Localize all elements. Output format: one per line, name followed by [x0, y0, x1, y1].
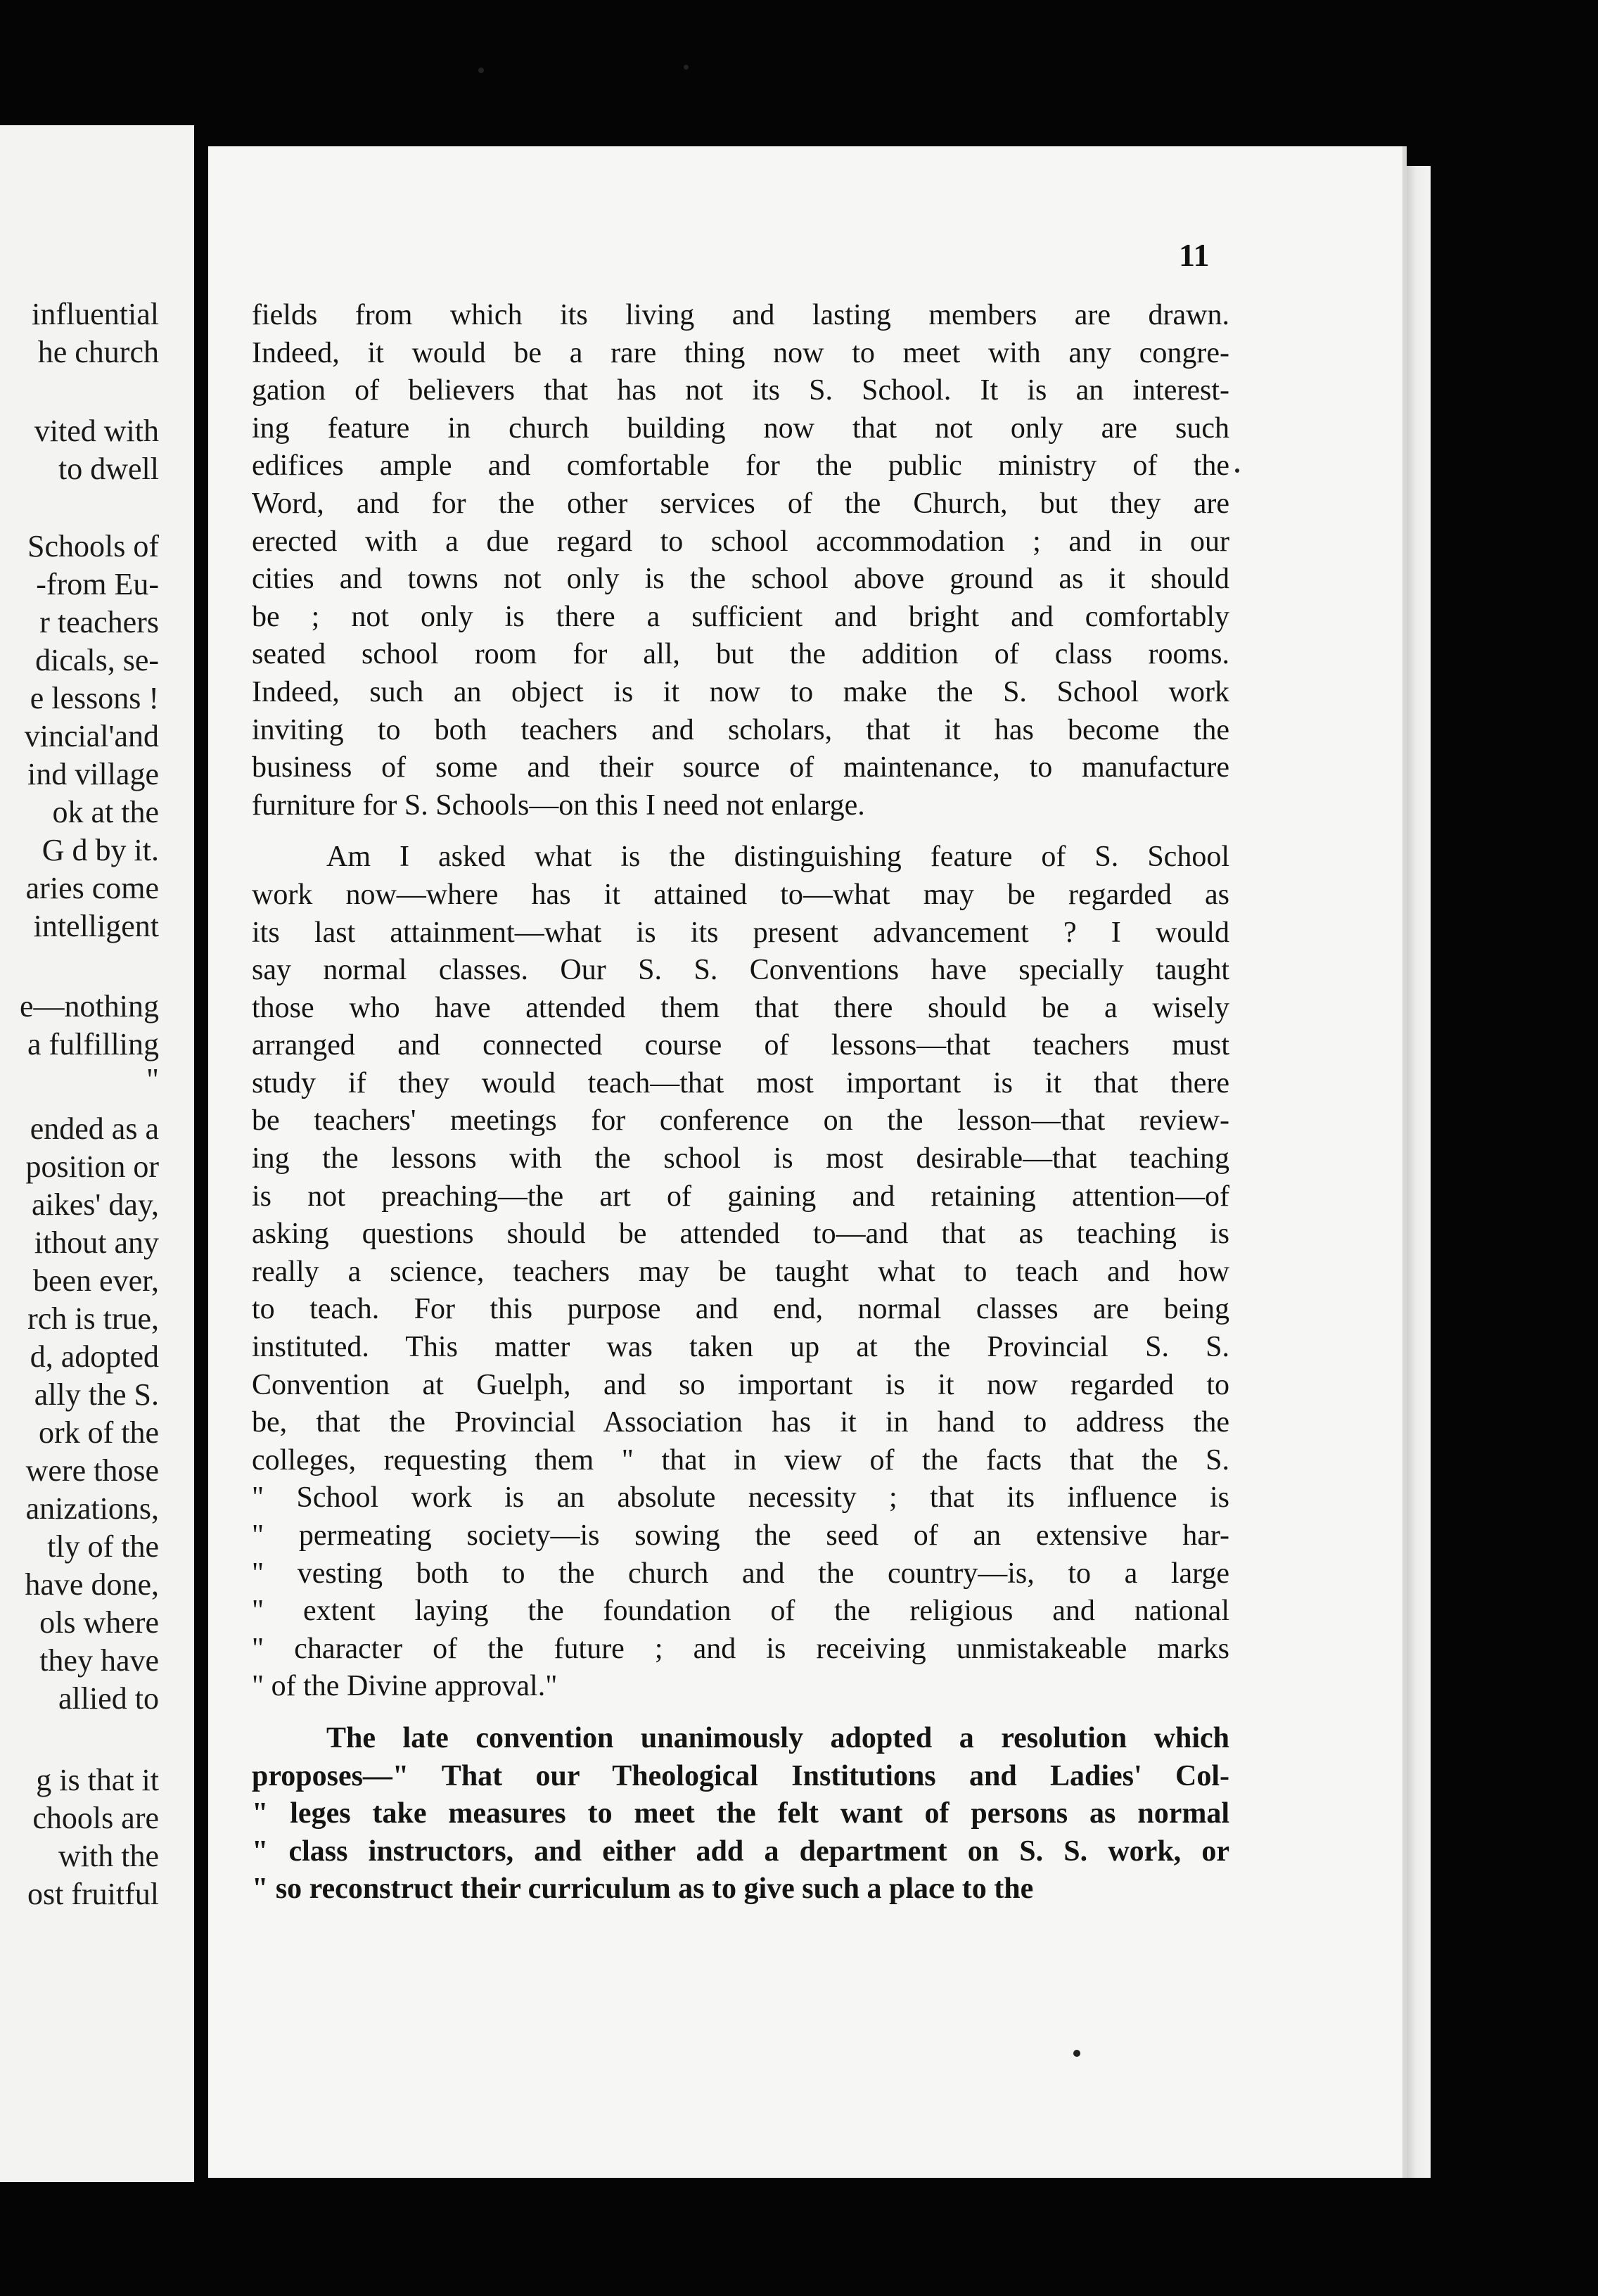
text-line: ing feature in church building now that not only are such	[252, 412, 1229, 445]
left-page-line: ok at the	[52, 795, 159, 829]
paragraph	[252, 1720, 1229, 1908]
text-line: " leges take measures to meet the felt want of persons as normal	[252, 1797, 1229, 1830]
text-line: gation of believers that has not its S. School. It is an interest-	[252, 374, 1229, 407]
left-page-line: tly of the	[47, 1529, 159, 1564]
text-line: those who have attended them that there should be a wisely	[252, 991, 1229, 1024]
text-line: Indeed, such an object is it now to make the S. School work	[252, 675, 1229, 708]
text-line: proposes—" That our Theological Institutions and Ladies' Col-	[252, 1759, 1229, 1792]
text-line: asking questions should be attended to—and that as teaching is	[252, 1218, 1229, 1251]
text-line: cities and towns not only is the school above ground as it should	[252, 563, 1229, 596]
left-page-line: chools are	[32, 1801, 159, 1835]
text-line: furniture for S. Schools—on this I need not enlarge.	[252, 789, 865, 822]
left-page-line: d, adopted	[30, 1339, 159, 1374]
text-line: " so reconstruct their curriculum as to give such a place to the	[252, 1873, 1034, 1906]
speck-mark	[1073, 2050, 1080, 2057]
left-page-line: anizations,	[25, 1491, 159, 1526]
text-line: its last attainment—what is its present advancement ? I would	[252, 916, 1229, 949]
paragraph-gap	[252, 824, 1229, 838]
paragraph	[252, 297, 1229, 824]
text-line: Convention at Guelph, and so important is it now regarded to	[252, 1368, 1229, 1401]
left-page-line: were those	[25, 1453, 159, 1488]
paragraph-gap	[252, 1706, 1229, 1720]
left-page-line: allied to	[58, 1681, 159, 1716]
left-page-line: ally the S.	[34, 1377, 159, 1412]
page-edge	[1407, 166, 1431, 2178]
left-page-line: dicals, se-	[35, 643, 159, 677]
left-page-line: he church	[37, 335, 159, 369]
left-page-line: ended as a	[30, 1111, 159, 1146]
text-line: business of some and their source of maintenance, to manufacture	[252, 751, 1229, 784]
text-line: study if they would teach—that most important is it that there	[252, 1066, 1229, 1099]
text-line: edifices ample and comfortable for the public ministry of the	[252, 449, 1229, 483]
text-line: " class instructors, and either add a department on S. S. work, or	[252, 1835, 1229, 1868]
left-page-line: aikes' day,	[31, 1187, 159, 1222]
text-line: say normal classes. Our S. S. Conventions have specially taught	[252, 954, 1229, 987]
text-line: " extent laying the foundation of the religious and national	[252, 1595, 1229, 1628]
left-page-line: rch is true,	[27, 1301, 159, 1336]
left-page-line: ost fruitful	[27, 1877, 159, 1911]
text-line: ing the lessons with the school is most desirable—that teaching	[252, 1142, 1229, 1175]
body-text	[252, 297, 1229, 1908]
text-line: The late convention unanimously adopted a resolution which	[326, 1721, 1229, 1754]
left-page-line: ols where	[39, 1605, 159, 1640]
text-line: Word, and for the other services of the Church, but they are	[252, 487, 1229, 520]
text-line: instituted. This matter was taken up at the Provincial S. S.	[252, 1331, 1229, 1364]
left-page-line: "	[146, 1062, 159, 1097]
left-page-line: vited with	[34, 414, 159, 448]
left-page-line: they have	[39, 1643, 159, 1678]
left-page-line: a fulfilling	[27, 1027, 159, 1061]
left-page-line: ind village	[27, 757, 159, 791]
left-page-line: -from Eu-	[36, 567, 159, 601]
left-page-line: ork of the	[38, 1415, 159, 1450]
text-line: erected with a due regard to school accommodation ; and in our	[252, 525, 1229, 558]
left-page-line: been ever,	[32, 1263, 159, 1298]
paragraph	[252, 838, 1229, 1706]
text-line: " of the Divine approval."	[252, 1670, 558, 1703]
text-line: " vesting both to the church and the country—is, to a large	[252, 1557, 1229, 1590]
left-page-line: ithout any	[34, 1225, 159, 1260]
left-page-line: G d by it.	[41, 833, 159, 867]
speck-mark	[684, 65, 689, 70]
left-page-line: to dwell	[58, 452, 159, 486]
text-line: arranged and connected course of lessons—that teachers must	[252, 1029, 1229, 1062]
text-line: work now—where has it attained to—what may be regarded as	[252, 878, 1229, 911]
left-page-line: g is that it	[36, 1763, 159, 1797]
left-page-line: r teachers	[39, 605, 159, 639]
left-page-line: e—nothing	[20, 989, 159, 1023]
left-page-line: influential	[32, 297, 159, 331]
text-line: colleges, requesting them " that in view of the facts that the S.	[252, 1443, 1229, 1477]
text-line: really a science, teachers may be taught what to teach and how	[252, 1255, 1229, 1288]
left-page-line: intelligent	[33, 909, 159, 943]
text-line: to teach. For this purpose and end, normal classes are being	[252, 1293, 1229, 1326]
left-page-line: have done,	[25, 1567, 159, 1602]
text-line: be teachers' meetings for conference on the lesson—that review-	[252, 1104, 1229, 1137]
left-facing-page	[0, 125, 194, 2182]
text-line: Am I asked what is the distinguishing feature of S. School	[326, 841, 1229, 874]
left-page-line: aries come	[25, 871, 159, 905]
speck-mark	[478, 68, 484, 73]
text-line: is not preaching—the art of gaining and retaining attention—of	[252, 1180, 1229, 1213]
text-line: inviting to both teachers and scholars, that it has become the	[252, 713, 1229, 746]
text-line: " permeating society—is sowing the seed of an extensive har-	[252, 1519, 1229, 1552]
text-line: Indeed, it would be a rare thing now to meet with any congre-	[252, 336, 1229, 369]
left-page-line: position or	[25, 1149, 159, 1184]
text-line: seated school room for all, but the addition of class rooms.	[252, 638, 1229, 671]
left-page-line: with the	[58, 1839, 159, 1873]
text-line: be ; not only is there a sufficient and bright and comfortably	[252, 600, 1229, 633]
left-page-line: vincial'and	[24, 719, 159, 753]
left-page-line: e lessons !	[30, 681, 159, 715]
text-line: be, that the Provincial Association has it in hand to address the	[252, 1406, 1229, 1439]
text-line: fields from which its living and lasting members are drawn.	[252, 299, 1229, 331]
speck-mark	[1235, 468, 1239, 473]
text-line: " School work is an absolute necessity ; that its influence is	[252, 1481, 1229, 1514]
page-number: 11	[1179, 237, 1210, 273]
left-page-line: Schools of	[27, 529, 159, 563]
text-line: " character of the future ; and is receiving unmistakeable marks	[252, 1632, 1229, 1665]
